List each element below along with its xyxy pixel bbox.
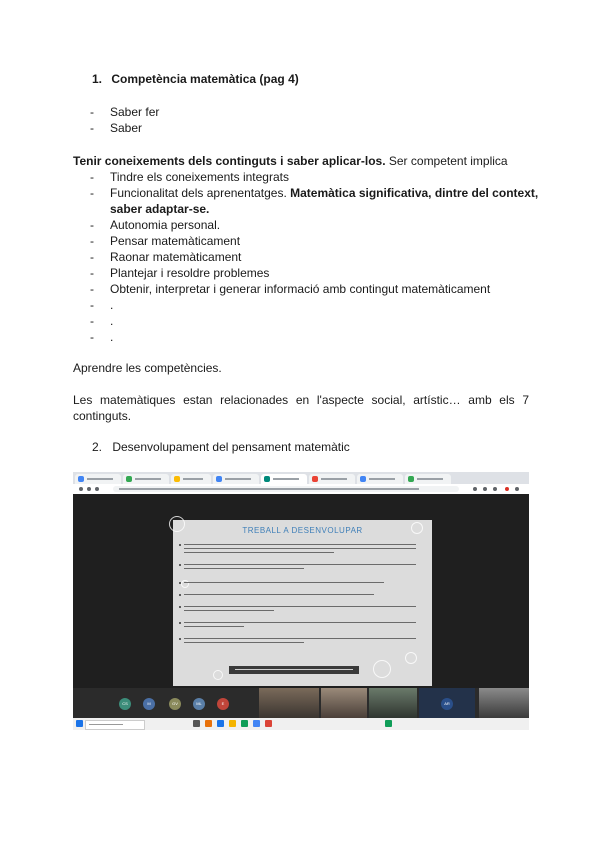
competence-bold-text: Tenir coneixements dels continguts i saber aplicar-los. [73,154,386,168]
section-2-number: 2. [92,440,103,454]
section-1-number: 1. [92,72,103,86]
taskbar-icon [385,720,392,727]
embedded-screenshot [73,472,529,730]
presentation-slide [173,520,432,686]
windows-taskbar [73,718,529,730]
taskbar-icon [217,720,224,727]
competence-paragraph [73,153,543,169]
list-item: - Raonar matemàticament [90,249,540,265]
participant-avatar: M [143,698,155,710]
section-2-heading [92,440,350,454]
browser-tab [309,474,355,484]
list-item: - Plantejar i resoldre problemes [90,265,540,281]
participant-avatar: E [217,698,229,710]
participant-video [321,688,367,718]
participant-avatar: CS [119,698,131,710]
taskbar-icon [253,720,260,727]
section-1-list [90,104,159,136]
browser-address-bar [73,484,529,494]
windows-start-icon [76,720,83,727]
list-item-text: Funcionalitat dels aprenentatges. [110,186,291,200]
list-item-bold-text: Matemàtica significativa, dintre del context, saber adaptar-se. [110,186,539,216]
list-item: - . [90,297,540,313]
section-1-heading [92,72,299,86]
competence-text: Ser competent implica [385,154,508,168]
taskbar-icon [205,720,212,727]
browser-tab [75,474,121,484]
list-item: - . [90,329,540,345]
video-call-window [73,494,529,718]
browser-tab-active [261,474,307,484]
list-item: - Autonomia personal. [90,217,540,233]
section-2-title: Desenvolupament del pensament matemàtic [112,440,350,454]
participants-strip [73,688,529,718]
taskbar-icon [265,720,272,727]
list-item: - Saber fer [90,104,159,120]
browser-tab [213,474,259,484]
participant-video [479,688,529,718]
taskbar-search-box [85,720,145,730]
slide-title: TREBALL A DESENVOLUPAR [242,526,363,535]
taskbar-icon [193,720,200,727]
participant-video [259,688,319,718]
browser-tab [171,474,211,484]
participant-avatar: GV [169,698,181,710]
list-item: - Obtenir, interpretar i generar informació amb contingut matemàticament [90,281,540,297]
browser-tab [405,474,451,484]
list-item [90,185,540,217]
participant-avatar: ML [193,698,205,710]
browser-tab [123,474,169,484]
browser-tab [357,474,403,484]
competence-list [90,169,540,345]
list-item: - Pensar matemàticament [90,233,540,249]
browser-tab-bar [73,472,529,484]
participant-video [369,688,417,718]
relation-paragraph: Les matemàtiques estan relacionades en l'aspecte social, artístic… amb els 7 continguts. [73,393,529,423]
taskbar-icon [229,720,236,727]
participant-avatar: AR [441,698,453,710]
list-item: - . [90,313,540,329]
section-1-title: Competència matemàtica (pag 4) [111,72,299,86]
presenter-caption [229,666,359,674]
list-item: - Tindre els coneixements integrats [90,169,540,185]
learn-competences-paragraph: Aprendre les competències. [73,361,222,375]
taskbar-icon [241,720,248,727]
list-item: - Saber [90,120,159,136]
